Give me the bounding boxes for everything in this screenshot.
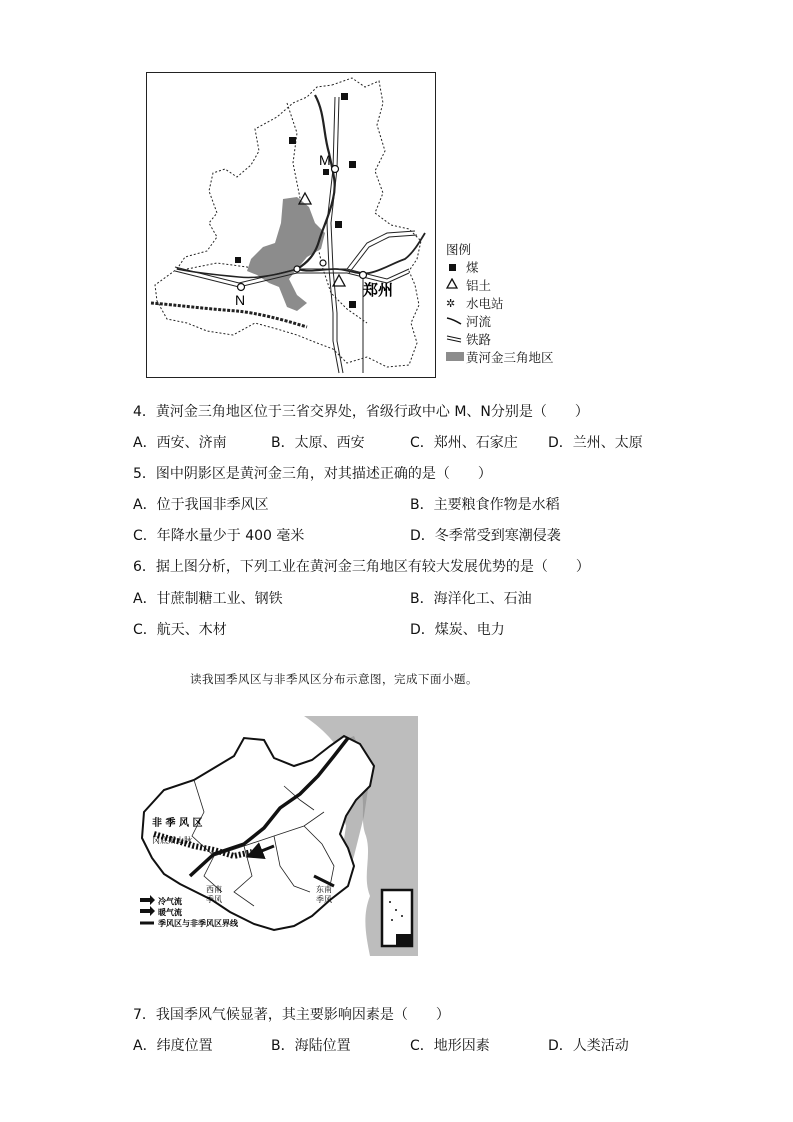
warm-current-arrow-icon [140, 906, 155, 916]
question-6-stem: 6．据上图分析，下列工业在黄河金三角地区有较大发展优势的是（ ） [133, 559, 590, 575]
city-m-marker [332, 166, 339, 173]
question-7-option-b[interactable]: B．海陆位置 [271, 1038, 351, 1054]
legend-warm-label: 暖气流 [158, 907, 182, 917]
legend-label: 铁路 [466, 332, 492, 347]
city-zhengzhou-marker [360, 272, 367, 279]
legend-title: 图例 [446, 242, 472, 257]
golden-triangle-map [146, 72, 436, 378]
coal-square-icon [335, 221, 342, 228]
river-line-icon [446, 313, 466, 331]
southeast-label-2: 季风 [316, 895, 332, 904]
question-5-option-a[interactable]: A．位于我国非季风区 [133, 497, 269, 513]
city-zhengzhou-label: 郑州 [363, 281, 394, 299]
han-river [151, 303, 307, 327]
city-n-marker [238, 284, 245, 291]
legend-item-railway [446, 331, 554, 349]
question-4-stem: 4．黄河金三角地区位于三省交界处，省级行政中心 M、N分别是（ ） [133, 404, 589, 420]
coal-square-icon [289, 137, 296, 144]
southeast-label: 东南 [316, 885, 332, 894]
legend-cold-label: 冷气流 [158, 896, 182, 906]
city-n-label: N [235, 292, 246, 308]
question-7-option-d[interactable]: D．人类活动 [548, 1038, 629, 1054]
railway-ne [347, 231, 415, 269]
question-4-option-d[interactable]: D．兰州、太原 [548, 435, 643, 451]
cold-current-arrow-icon [140, 895, 155, 905]
legend-item-river [446, 313, 554, 331]
question-5-option-b[interactable]: B．主要粮食作物是水稻 [410, 497, 560, 513]
golden-triangle-area-icon [446, 349, 466, 367]
legend-item-area [446, 349, 554, 367]
question-4-option-b[interactable]: B．太原、西安 [271, 435, 365, 451]
southwest-label: 西南 [206, 885, 222, 894]
legend-label: 煤 [466, 260, 479, 275]
railway-line-icon [446, 331, 466, 349]
coal-square-icon [349, 301, 356, 308]
question-6-option-c[interactable]: C．航天、木材 [133, 622, 227, 638]
legend-label: 铝土 [466, 278, 492, 293]
map1-legend [446, 241, 554, 367]
city-m-label: M [319, 152, 331, 168]
legend-label: 水电站 [466, 296, 504, 311]
golden-triangle-map-svg [147, 73, 437, 379]
question-7-option-a[interactable]: A．纬度位置 [133, 1038, 213, 1054]
question-7-option-c[interactable]: C．地形因素 [410, 1038, 490, 1054]
question-5-stem: 5．图中阴影区是黄河金三角，对其描述正确的是（ ） [133, 466, 492, 482]
question-6-option-b[interactable]: B．海洋化工、石油 [410, 591, 532, 607]
question-6-option-d[interactable]: D．煤炭、电力 [410, 622, 505, 638]
coal-square-icon [235, 257, 241, 263]
coal-square-icon [349, 161, 356, 168]
south-sea-inset-fill [396, 934, 412, 946]
city-marker [320, 260, 326, 266]
map2-caption: 读我国季风区与非季风区分布示意图，完成下面小题。 [190, 672, 478, 686]
question-5-option-d[interactable]: D．冬季常受到寒潮侵袭 [410, 528, 561, 544]
question-4-option-c[interactable]: C．郑州、石家庄 [410, 435, 518, 451]
monsoon-map [134, 716, 418, 956]
monsoon-map-svg [134, 716, 418, 956]
question-4-option-a[interactable]: A．西安、济南 [133, 435, 227, 451]
southwest-label-2: 季风 [206, 895, 222, 904]
city-marker [294, 266, 300, 272]
bauxite-triangle-icon [446, 277, 466, 295]
non-monsoon-label: 非 季 风 区 [152, 818, 203, 829]
question-5-option-c[interactable]: C．年降水量少于 400 毫米 [133, 528, 305, 544]
coal-square-icon [323, 169, 329, 175]
question-6-option-a[interactable]: A．甘蔗制糖工业、钢铁 [133, 591, 283, 607]
railway-ne-b [349, 235, 417, 273]
gangdise-label: 冈底斯山脉 [152, 836, 192, 845]
legend-item-hydropower [446, 295, 554, 313]
legend-boundary-label: 季风区与非季风区界线 [158, 918, 238, 928]
coal-square-icon [446, 259, 466, 277]
legend-item-coal [446, 259, 554, 277]
hydropower-gear-icon: ✲ [446, 297, 456, 310]
legend-label: 河流 [466, 314, 492, 329]
question-7-stem: 7．我国季风气候显著，其主要影响因素是（ ） [133, 1007, 450, 1023]
coal-square-icon [341, 93, 348, 100]
legend-label: 黄河金三角地区 [466, 350, 554, 365]
legend-item-bauxite [446, 277, 554, 295]
